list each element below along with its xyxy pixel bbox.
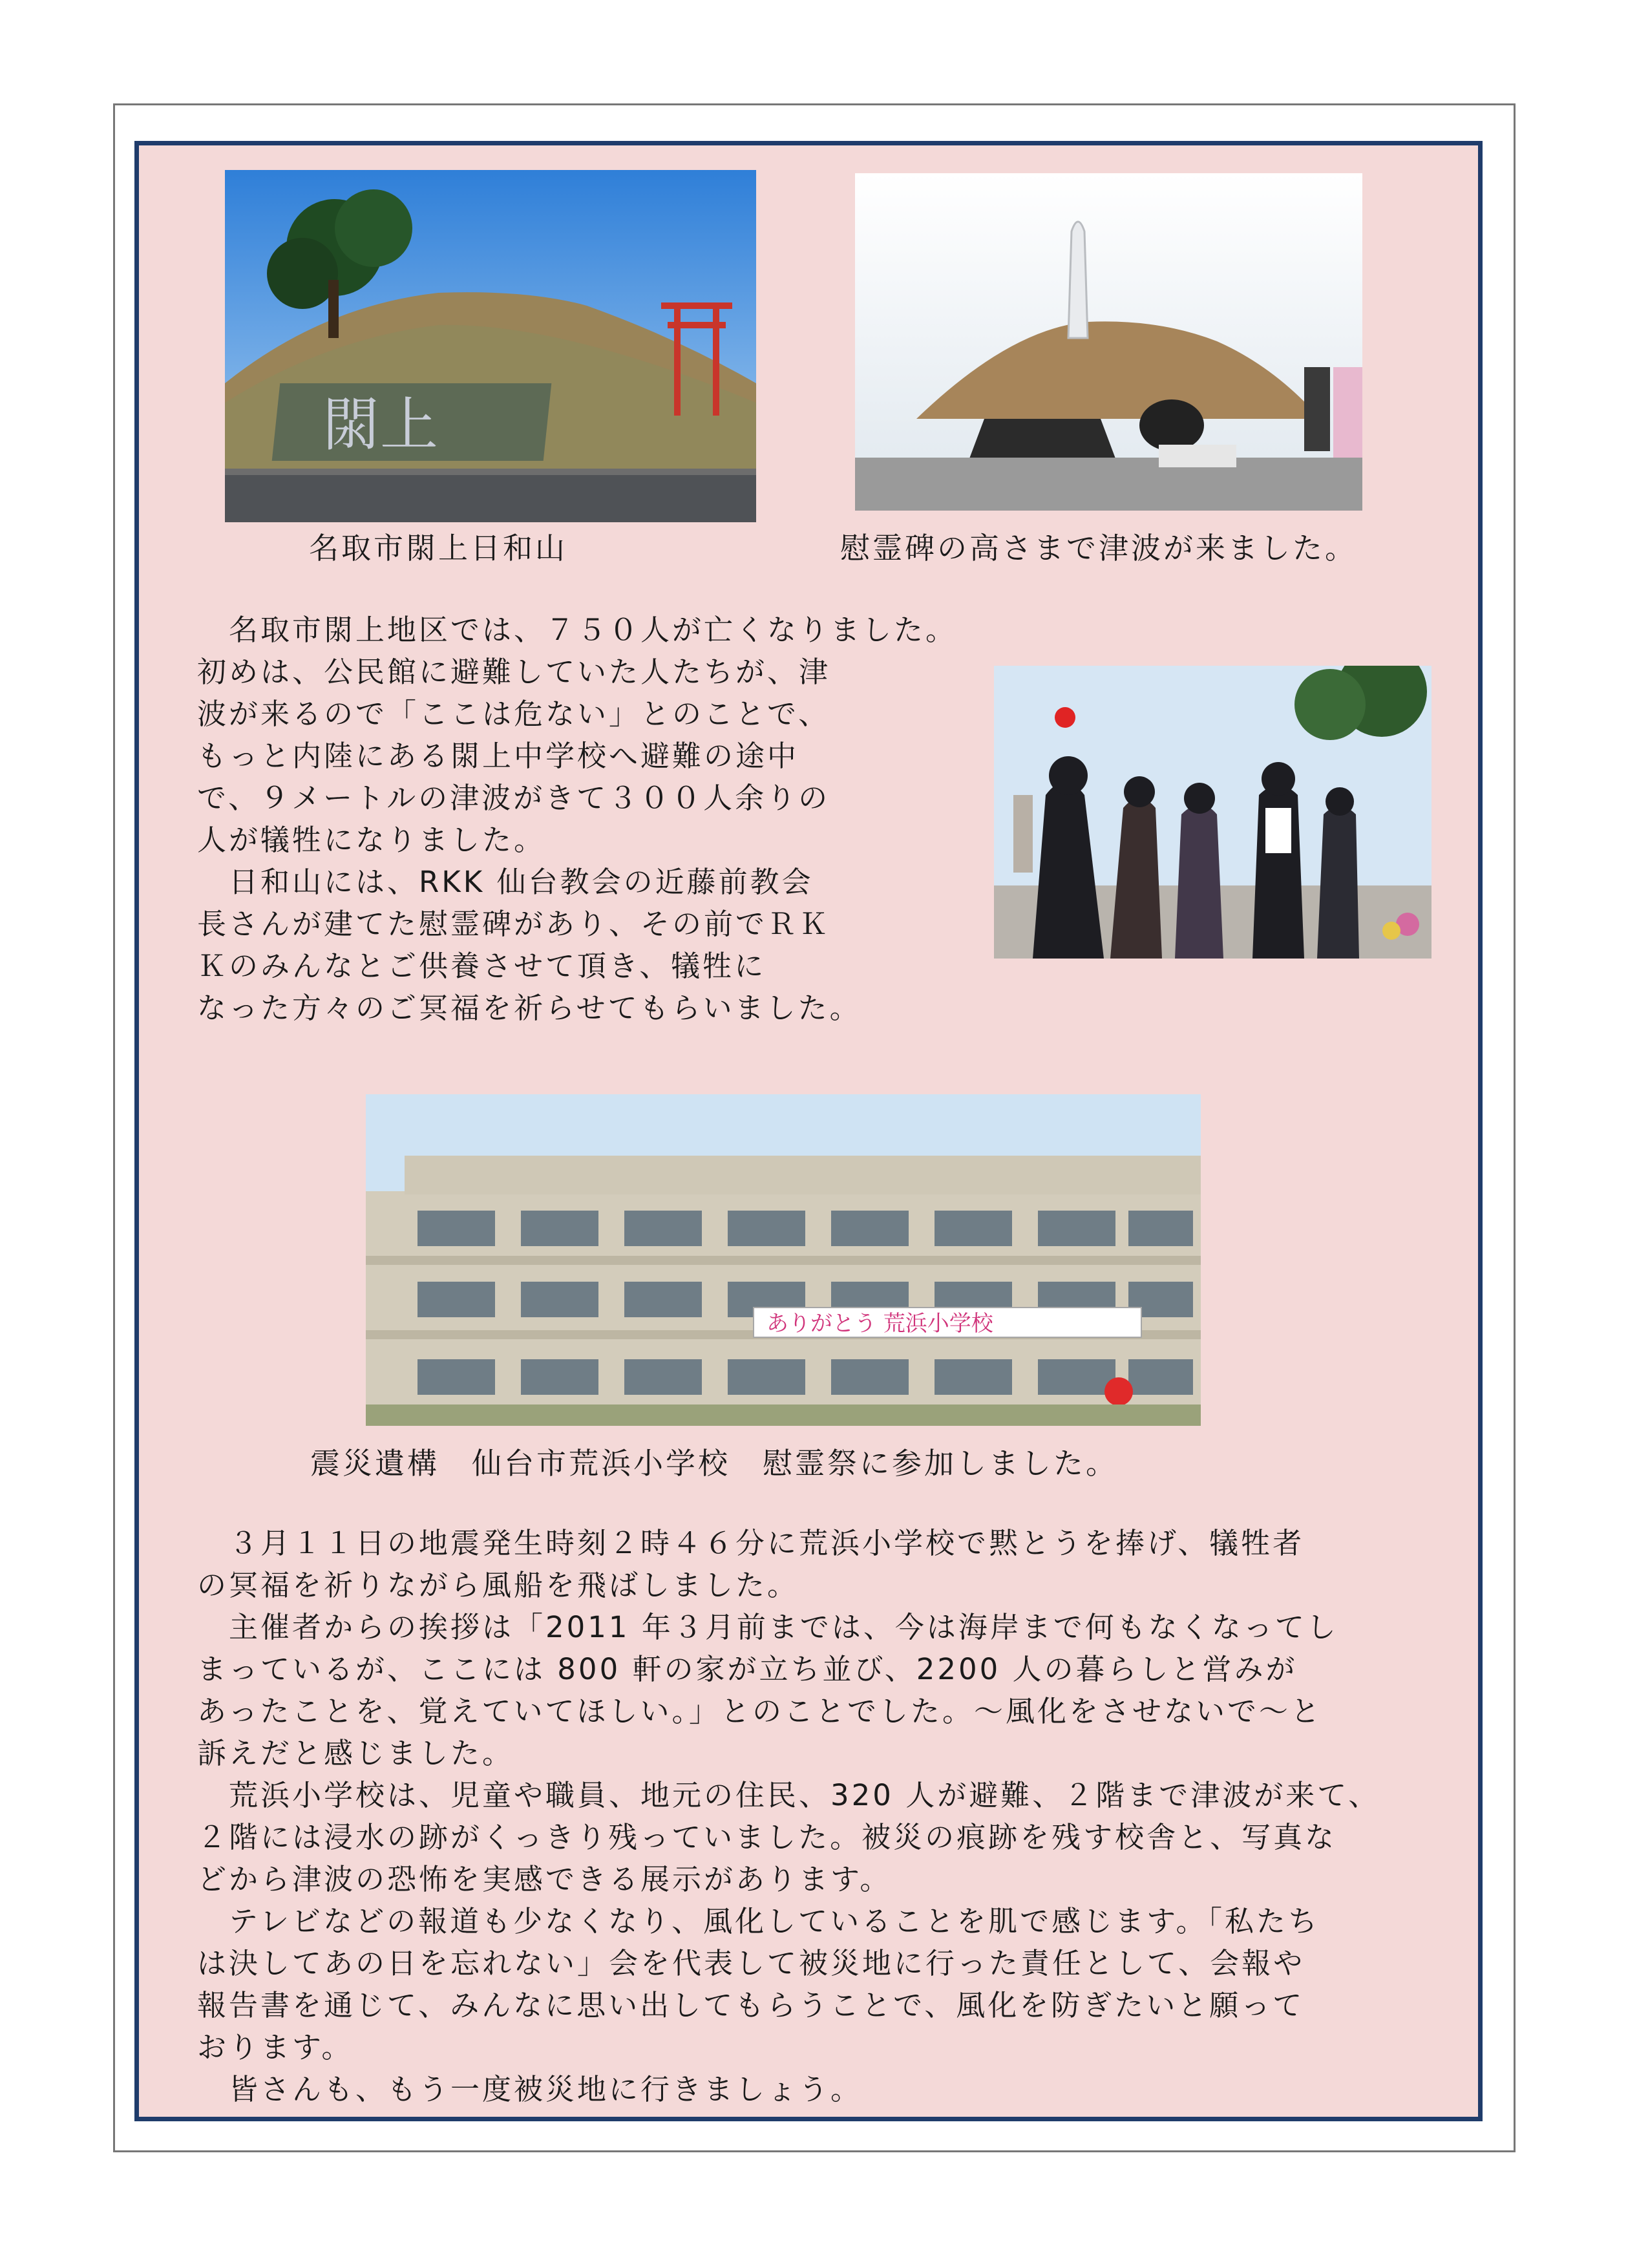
section2-line: 主催者からの挨拶は「2011 年３月前までは、今は海岸まで何もなくなってし [197,1610,1338,1644]
section2-line: ３月１１日の地震発生時刻２時４６分に荒浜小学校で黙とうを捧げ、犠牲者 [197,1526,1305,1560]
section1-line: 長さんが建てた慰霊碑があり、その前でＲＫ [197,907,831,941]
section2-line: 皆さんも、もう一度被災地に行きましょう。 [197,2072,863,2106]
section1-line: 日和山には、RKK 仙台教会の近藤前教会 [197,865,814,899]
section1-line: Ｋのみんなとご供養させて頂き、犠牲に [197,949,766,983]
hiyoriyama-photo [225,170,756,522]
memorial-caption: 慰霊碑の高さまで津波が来ました。 [840,531,1357,566]
hiyoriyama-caption: 名取市閖上日和山 [309,531,567,566]
section2-line: 荒浜小学校は、児童や職員、地元の住民、320 人が避難、２階まで津波が来て、 [197,1778,1380,1812]
section2-line: おります。 [197,2030,354,2064]
section2-line: どから津波の恐怖を実感できる展示があります。 [197,1862,892,1896]
section1-line: 初めは、公民館に避難していた人たちが、津 [197,655,831,689]
section1-line: 波が来るので「ここは危ない」とのことで、 [197,697,830,731]
section2-line: の冥福を祈りながら風船を飛ばしました。 [197,1568,799,1602]
section2-line: あったことを、覚えていてほしい。」とのことでした。～風化をさせないで～と [197,1694,1323,1728]
section1-line: なった方々のご冥福を祈らせてもらいました。 [197,991,861,1025]
section2-line: 訴えだと感じました。 [197,1736,514,1770]
school-banner-text: ありがとう 荒浜小学校 [766,1311,993,1337]
section2-text [197,1522,1477,2110]
section1-line: で、９メートルの津波がきて３００人余りの [197,781,830,815]
section2-line: まっているが、ここには 800 軒の家が立ち並び、2200 人の暮らしと営みが [197,1652,1298,1686]
section2-line: テレビなどの報道も少なくなり、風化していることを肌で感じます。「私たち [197,1904,1320,1938]
section2-line: ２階には浸水の跡がくっきり残っていました。被災の痕跡を残す校舎と、写真な [197,1820,1337,1854]
section1-line: もっと内陸にある閖上中学校へ避難の途中 [197,739,799,773]
section2-line: は決してあの日を忘れない」会を代表して被災地に行った責任として、会報や [197,1946,1305,1980]
school-caption: 震災遺構 仙台市荒浜小学校 慰霊祭に参加しました。 [310,1446,1118,1481]
hill-lettering: 閖上 [322,391,438,459]
ceremony-photo [994,666,1431,959]
section1-line: 人が犠牲になりました。 [197,823,546,857]
school-photo [366,1094,1201,1426]
memorial-photo [855,173,1362,511]
section2-line: 報告書を通じて、みんなに思い出してもらうことで、風化を防ぎたいと願って [197,1988,1305,2022]
section1-line: 名取市閖上地区では、７５０人が亡くなりました。 [197,613,958,647]
